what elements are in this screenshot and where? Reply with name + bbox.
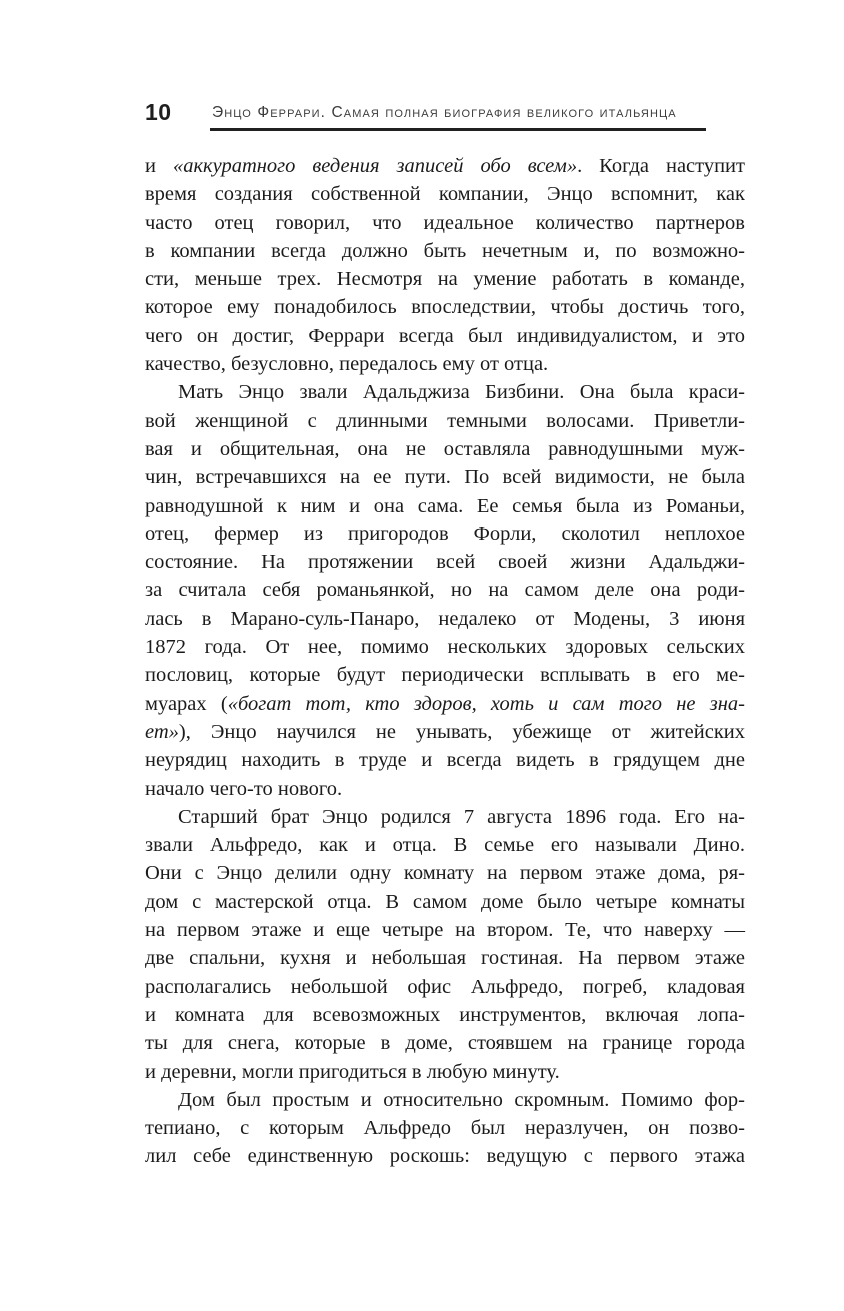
page-body-text (145, 152, 745, 1171)
paragraph (145, 152, 745, 378)
text-line (145, 350, 745, 378)
text-line (145, 1114, 745, 1142)
text-line (145, 152, 745, 180)
text-segment: время создания собственной компании, Энцо вспомнит, как (145, 183, 745, 206)
text-segment: и деревни, могли пригодиться в любую минуту. (145, 1060, 560, 1083)
text-segment: ), Энцо научился не унывать, убежище от житейских (178, 720, 745, 743)
text-line (145, 605, 745, 633)
text-segment: чего он достиг, Феррари всегда был индивидуалистом, и это (145, 324, 745, 347)
text-line (145, 435, 745, 463)
text-line (145, 1001, 745, 1029)
text-line (145, 492, 745, 520)
text-segment: Они с Энцо делили одну комнату на первом этаже дома, ря- (145, 862, 745, 885)
text-segment: пословиц, которые будут периодически всплывать в его ме- (145, 664, 745, 687)
text-line (145, 293, 745, 321)
text-line (145, 916, 745, 944)
text-line (145, 463, 745, 491)
text-segment: две спальни, кухня и небольшая гостиная. На первом этаже (145, 947, 745, 970)
text-line (145, 237, 745, 265)
paragraph (145, 1086, 745, 1171)
running-title: Энцо Феррари. Самая полная биография великого итальянца (212, 104, 677, 121)
text-segment: равнодушной к ним и она сама. Ее семья была из Романьи, (145, 494, 745, 517)
text-line (145, 265, 745, 293)
text-segment: ты для снега, которые в доме, стоявшем на границе города (145, 1032, 745, 1055)
italic-text-segment: «богат тот, кто здоров, хоть и сам того не зна- (227, 692, 745, 715)
text-segment: качество, безусловно, передалось ему от отца. (145, 353, 549, 376)
text-line (145, 888, 745, 916)
text-segment: звали Альфредо, как и отца. В семье его называли Дино. (145, 834, 745, 857)
text-line (145, 407, 745, 435)
text-segment: Дом был простым и относительно скромным. Помимо фор- (178, 1088, 745, 1111)
text-line (145, 1142, 745, 1170)
text-line (145, 831, 745, 859)
text-segment: сти, меньше трех. Несмотря на умение работать в команде, (145, 268, 745, 291)
text-line (145, 548, 745, 576)
text-segment: часто отец говорил, что идеальное количество партнеров (145, 211, 745, 234)
text-line (145, 803, 745, 831)
text-line (145, 633, 745, 661)
text-line (145, 576, 745, 604)
header-rule (210, 128, 706, 131)
text-segment: в компании всегда должно быть нечетным и, по возможно- (145, 239, 745, 262)
text-segment: Мать Энцо звали Адальджиза Бизбини. Она была краси- (178, 381, 745, 404)
text-line (145, 1058, 745, 1086)
text-segment: неурядиц находить в труде и всегда видеть в грядущем дне (145, 749, 745, 772)
text-line (145, 746, 745, 774)
text-line (145, 378, 745, 406)
text-line (145, 1029, 745, 1057)
text-segment: вая и общительная, она не оставляла равнодушными муж- (145, 437, 745, 460)
text-line (145, 520, 745, 548)
text-segment: за считала себя романьянкой, но на самом деле она роди- (145, 579, 745, 602)
text-segment: Старший брат Энцо родился 7 августа 1896 года. Его на- (178, 805, 745, 828)
text-segment: лась в Марано-суль-Панаро, недалеко от Модены, 3 июня (145, 607, 745, 630)
text-segment: 1872 года. От нее, помимо нескольких здоровых сельских (145, 636, 745, 659)
text-segment: состояние. На протяжении всей своей жизни Адальджи- (145, 551, 745, 574)
text-line (145, 209, 745, 237)
text-segment: чин, встречавшихся на ее пути. По всей видимости, не была (145, 466, 745, 489)
text-segment: и (145, 155, 173, 177)
text-segment: лил себе единственную роскошь: ведущую с первого этажа (145, 1145, 745, 1168)
text-segment: тепиано, с которым Альфредо был неразлучен, он позво- (145, 1117, 745, 1140)
text-line (145, 180, 745, 208)
text-line (145, 973, 745, 1001)
text-segment: располагались небольшой офис Альфредо, погреб, кладовая (145, 975, 745, 998)
text-segment: отец, фермер из пригородов Форли, сколотил неплохое (145, 522, 745, 545)
text-segment: на первом этаже и еще четыре на втором. Те, что наверху — (145, 919, 745, 942)
text-line (145, 1086, 745, 1114)
text-line (145, 690, 745, 718)
text-segment: муарах ( (145, 692, 228, 715)
text-segment: начало чего-то нового. (145, 777, 343, 800)
italic-text-segment: «аккуратного ведения записей обо всем» (172, 155, 578, 177)
text-line (145, 718, 745, 746)
text-line (145, 859, 745, 887)
text-segment: вой женщиной с длинными темными волосами. Приветли- (145, 409, 745, 432)
text-line (145, 661, 745, 689)
text-line (145, 322, 745, 350)
text-segment: . Когда наступит (577, 155, 745, 177)
text-segment: и комната для всевозможных инструментов, включая лопа- (145, 1003, 745, 1026)
italic-text-segment: ет» (145, 720, 179, 743)
paragraph (145, 803, 745, 1086)
text-segment: дом с мастерской отца. В самом доме было четыре комнаты (145, 890, 745, 913)
page-number: 10 (145, 99, 172, 125)
text-segment: которое ему понадобилось впоследствии, чтобы достичь того, (145, 296, 745, 319)
text-line (145, 944, 745, 972)
paragraph (145, 378, 745, 802)
text-line (145, 775, 745, 803)
